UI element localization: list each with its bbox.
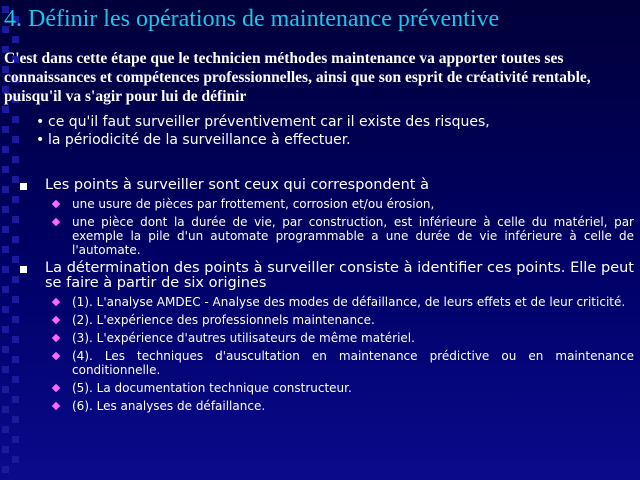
sub-bullet-item bbox=[45, 215, 634, 257]
diamond-bullet-icon bbox=[52, 218, 60, 226]
bullet-dot-icon: • bbox=[36, 132, 45, 148]
sub-bullet-text: (1). L'analyse AMDEC - Analyse des modes de défaillance, de leurs effets et de leur criticité. bbox=[72, 295, 626, 309]
diamond-bullet-icon bbox=[52, 316, 60, 324]
intro-bullet-list bbox=[36, 113, 490, 149]
intro-bullet-item bbox=[36, 113, 490, 131]
intro-bullet-item bbox=[36, 131, 490, 149]
sub-bullet-item bbox=[45, 197, 634, 211]
intro-paragraph: C'est dans cette étape que le technicien méthodes maintenance va apporter toutes ses connaissances et compétences professionnelles, ainsi que son esprit de créativité rentable, puisqu'il va s'agir pour lui de définir bbox=[4, 50, 591, 105]
sub-bullet-text: une pièce dont la durée de vie, par construction, est inférieure à celle du matériel, par exemple la pile d'un automate programmable a une durée de vie inférieure à celle de l'automate. bbox=[72, 215, 634, 257]
sub-bullet-list bbox=[45, 295, 634, 413]
diamond-bullet-icon bbox=[52, 334, 60, 342]
sub-bullet-text: une usure de pièces par frottement, corrosion et/ou érosion, bbox=[72, 197, 435, 211]
section-points-to-monitor bbox=[20, 178, 634, 257]
diamond-bullet-icon bbox=[52, 384, 60, 392]
sub-bullet-item bbox=[45, 331, 634, 345]
section-heading: Les points à surveiller sont ceux qui correspondent à bbox=[45, 177, 429, 193]
intro-bullet-text: ce qu'il faut surveiller préventivement car il existe des risques, bbox=[48, 114, 490, 130]
section-heading: La détermination des points à surveiller consiste à identifier ces points. Elle peut se faire à partir de six origines bbox=[45, 260, 634, 291]
sub-bullet-text: (5). La documentation technique constructeur. bbox=[72, 381, 352, 395]
diamond-bullet-icon bbox=[52, 200, 60, 208]
diamond-bullet-icon bbox=[52, 402, 60, 410]
sub-bullet-text: (2). L'expérience des professionnels maintenance. bbox=[72, 313, 375, 327]
square-bullet-icon bbox=[20, 266, 27, 273]
sub-bullet-item bbox=[45, 295, 634, 309]
sub-bullet-item bbox=[45, 313, 634, 327]
sub-bullet-item bbox=[45, 381, 634, 395]
bullet-dot-icon: • bbox=[36, 114, 45, 130]
sub-bullet-text: (3). L'expérience d'autres utilisateurs de même matériel. bbox=[72, 331, 415, 345]
square-bullet-icon bbox=[20, 183, 27, 190]
sub-bullet-list bbox=[45, 197, 634, 257]
diamond-bullet-icon bbox=[52, 298, 60, 306]
sub-bullet-item bbox=[45, 399, 634, 413]
sub-bullet-text: (4). Les techniques d'auscultation en maintenance prédictive ou en maintenance conditionnelle. bbox=[72, 349, 634, 377]
sub-bullet-item bbox=[45, 349, 634, 377]
sub-bullet-text: (6). Les analyses de défaillance. bbox=[72, 399, 266, 413]
diamond-bullet-icon bbox=[52, 352, 60, 360]
intro-bullet-text: la périodicité de la surveillance à effectuer. bbox=[48, 132, 351, 148]
slide-title: 4. Définir les opérations de maintenance préventive bbox=[4, 6, 500, 32]
section-six-origins bbox=[20, 261, 634, 413]
slide-content bbox=[20, 178, 634, 417]
